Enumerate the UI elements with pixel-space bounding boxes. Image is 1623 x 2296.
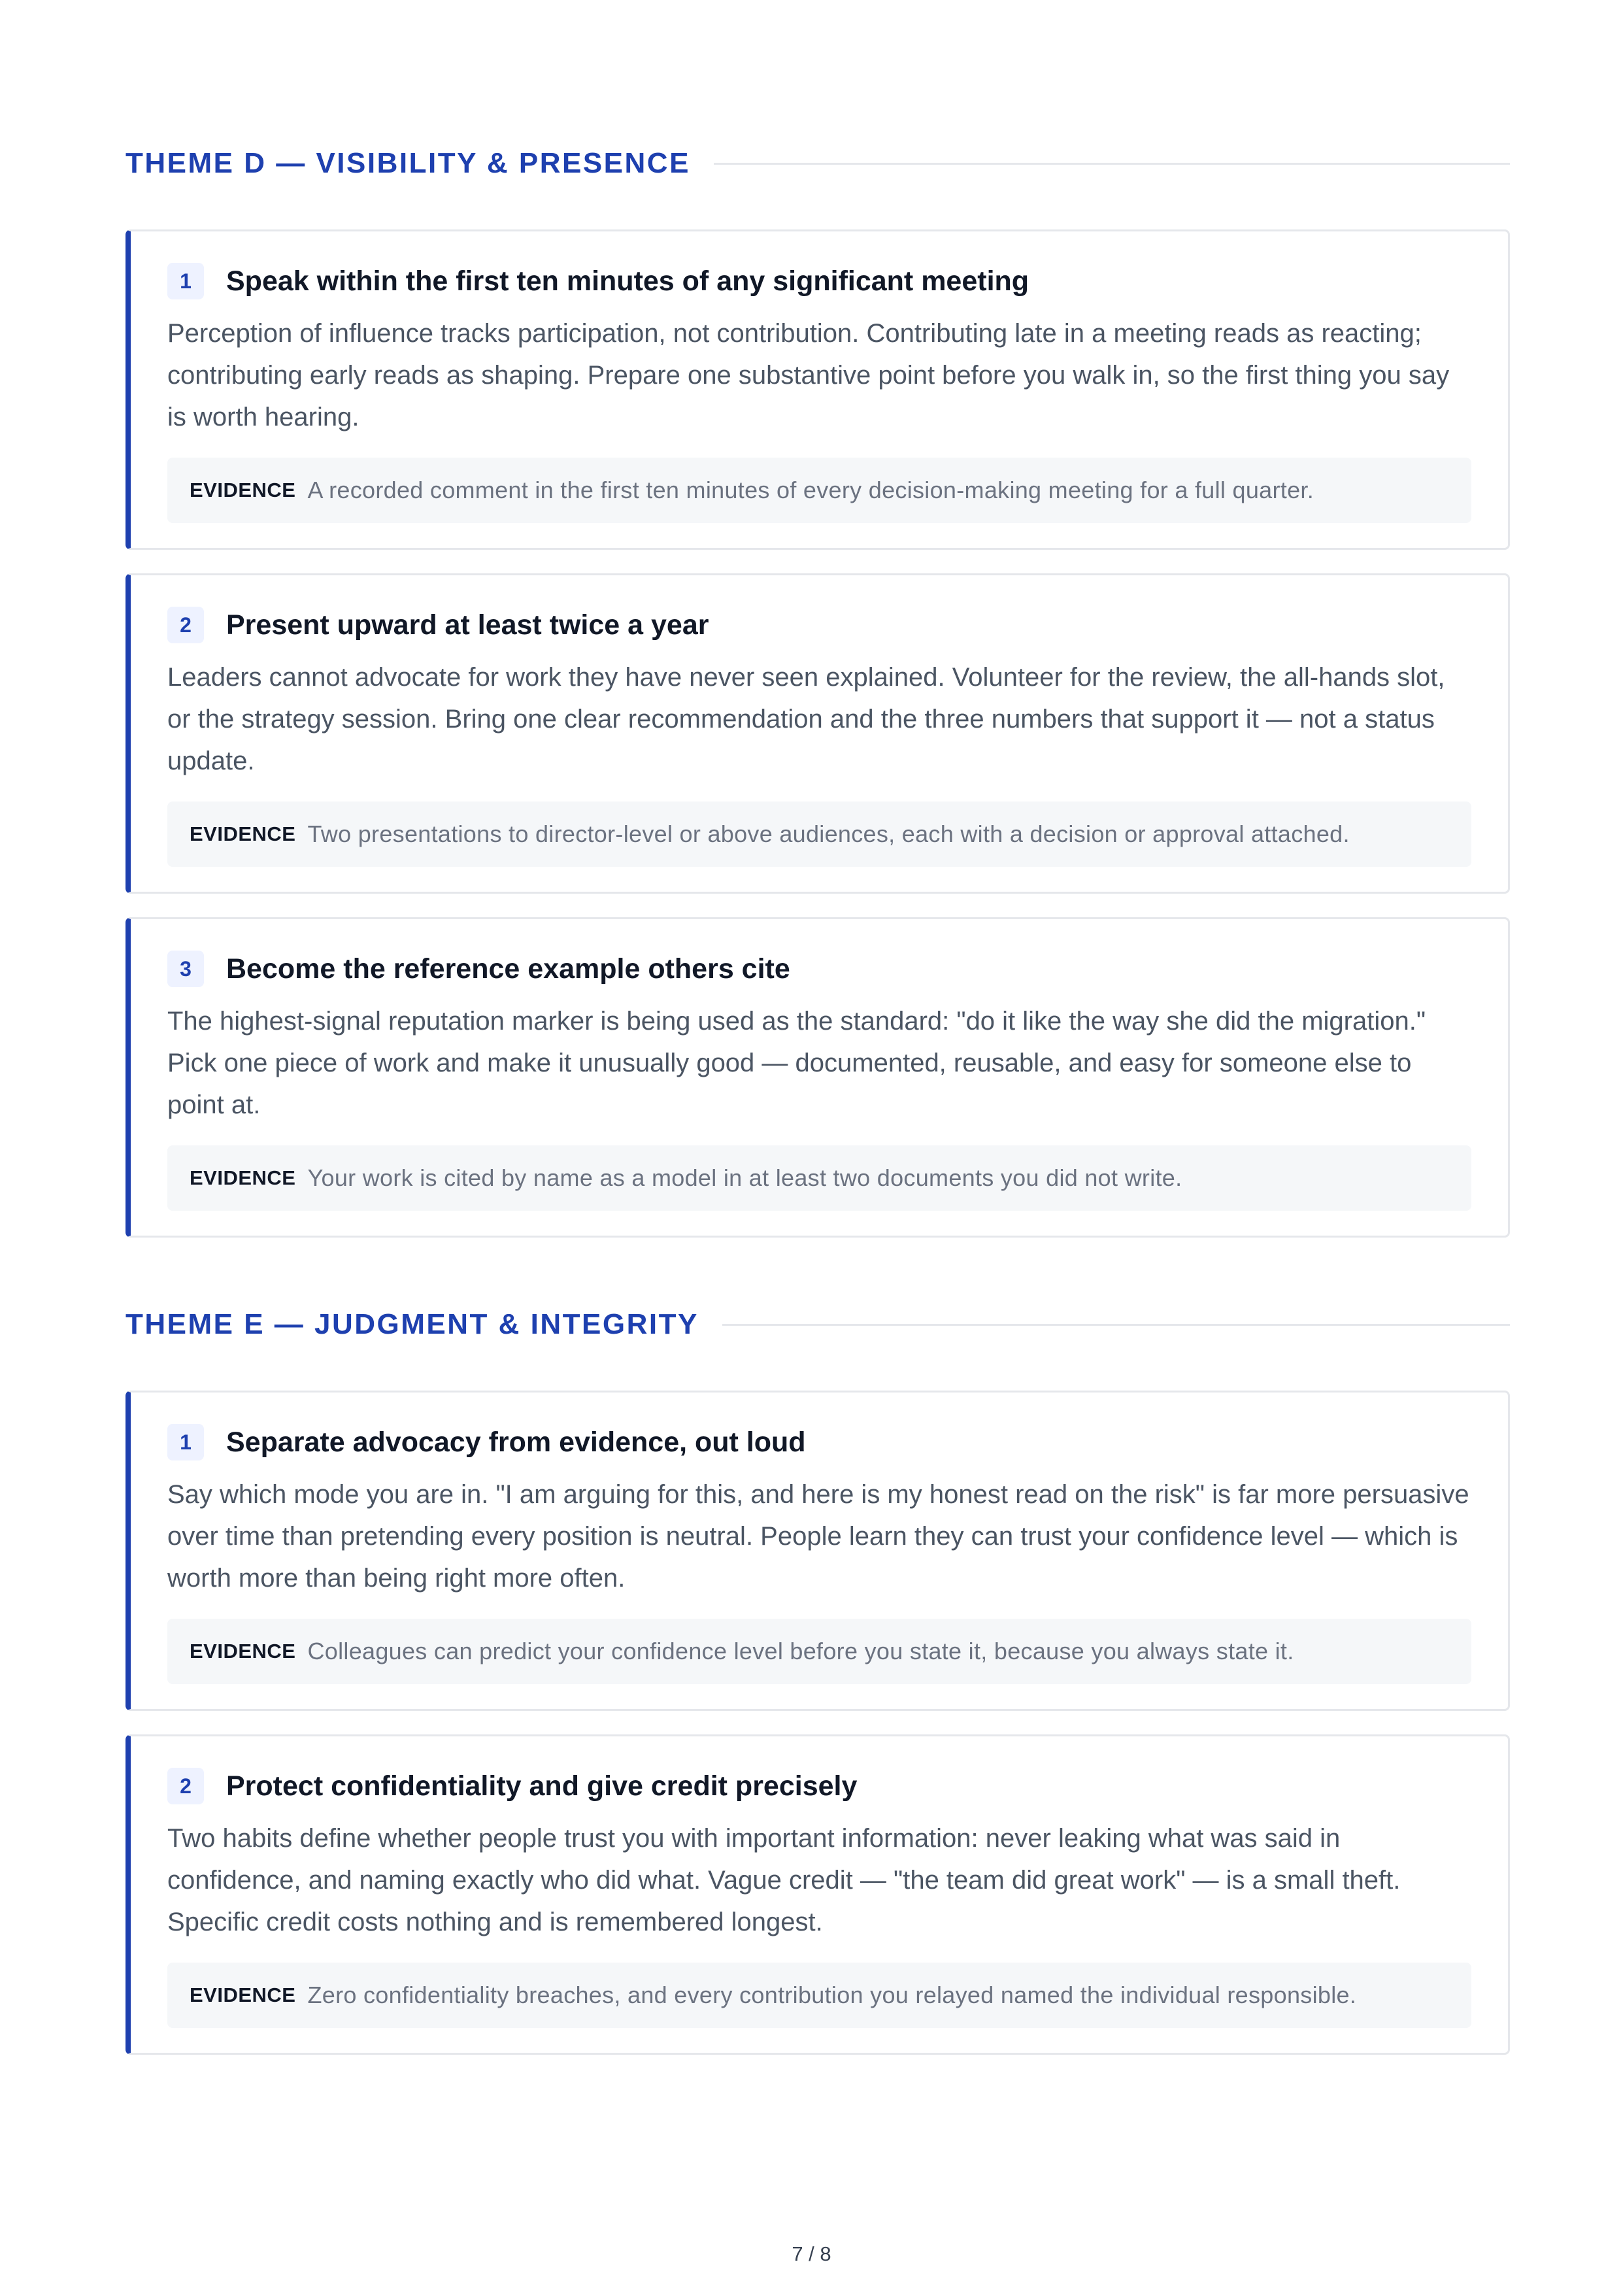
item-number-badge: 2 bbox=[167, 607, 204, 643]
action-card bbox=[125, 1391, 1510, 1711]
card-header bbox=[167, 605, 1471, 645]
card-title: Become the reference example others cite bbox=[226, 953, 790, 985]
evidence-box bbox=[167, 1619, 1471, 1684]
document-page bbox=[125, 134, 1510, 2078]
card-title: Protect confidentiality and give credit precisely bbox=[226, 1770, 858, 1802]
card-header bbox=[167, 262, 1471, 301]
card-header bbox=[167, 1423, 1471, 1462]
evidence-box bbox=[167, 458, 1471, 523]
theme-divider bbox=[714, 163, 1510, 165]
action-card bbox=[125, 229, 1510, 550]
card-body: The highest-signal reputation marker is being used as the standard: "do it like the way she did the migration." Pick one piece of work and make it unusually good — documented, reusable, and easy for someone else to point at. bbox=[167, 1007, 1426, 1119]
evidence-text: Zero confidentiality breaches, and every contribution you relayed named the individual responsible. bbox=[307, 1982, 1357, 2008]
evidence-label: EVIDENCE bbox=[190, 1984, 296, 2006]
evidence-text: A recorded comment in the first ten minutes of every decision-making meeting for a full quarter. bbox=[307, 477, 1314, 503]
card-body: Two habits define whether people trust you with important information: never leaking what was said in confidence, and naming exactly who did what. Vague credit — "the team did great work" — is a small theft. Specific credit costs nothing and is remembered longest. bbox=[167, 1824, 1401, 1936]
evidence-label: EVIDENCE bbox=[190, 1166, 296, 1189]
action-card bbox=[125, 573, 1510, 894]
evidence-label: EVIDENCE bbox=[190, 479, 296, 501]
evidence-box bbox=[167, 1963, 1471, 2028]
theme-title: THEME D — VISIBILITY & PRESENCE bbox=[125, 147, 690, 179]
evidence-label: EVIDENCE bbox=[190, 822, 296, 845]
item-number-badge: 1 bbox=[167, 263, 204, 299]
card-title: Separate advocacy from evidence, out loud bbox=[226, 1426, 806, 1458]
evidence-text: Colleagues can predict your confidence level before you state it, because you always state it. bbox=[307, 1638, 1294, 1664]
evidence-box bbox=[167, 1145, 1471, 1211]
page-number: 7 / 8 bbox=[792, 2242, 831, 2265]
card-header bbox=[167, 1766, 1471, 1806]
theme-e-header bbox=[125, 1295, 1510, 1354]
theme-title: THEME E — JUDGMENT & INTEGRITY bbox=[125, 1308, 699, 1340]
evidence-text: Two presentations to director-level or above audiences, each with a decision or approval attached. bbox=[307, 820, 1350, 847]
section-spacer bbox=[125, 1261, 1510, 1295]
evidence-text: Your work is cited by name as a model in at least two documents you did not write. bbox=[307, 1164, 1182, 1191]
card-body: Say which mode you are in. "I am arguing for this, and here is my honest read on the risk" is far more persuasive over time than pretending every position is neutral. People learn they can trust your confidence level — which is worth more than being right more often. bbox=[167, 1480, 1469, 1593]
evidence-box bbox=[167, 802, 1471, 867]
card-header bbox=[167, 949, 1471, 988]
item-number-badge: 1 bbox=[167, 1424, 204, 1460]
action-card bbox=[125, 1734, 1510, 2055]
theme-d-header bbox=[125, 134, 1510, 193]
item-number-badge: 3 bbox=[167, 951, 204, 987]
card-body: Leaders cannot advocate for work they have never seen explained. Volunteer for the review, the all-hands slot, or the strategy session. Bring one clear recommendation and the three numbers that support it — not a status update. bbox=[167, 663, 1445, 775]
card-body: Perception of influence tracks participation, not contribution. Contributing late in a meeting reads as reacting; contributing early reads as shaping. Prepare one substantive point before you walk in, so the first thing you say is worth hearing. bbox=[167, 319, 1450, 431]
evidence-label: EVIDENCE bbox=[190, 1640, 296, 1663]
card-title: Present upward at least twice a year bbox=[226, 609, 709, 641]
theme-divider bbox=[722, 1324, 1510, 1326]
item-number-badge: 2 bbox=[167, 1768, 204, 1804]
action-card bbox=[125, 917, 1510, 1238]
card-title: Speak within the first ten minutes of any significant meeting bbox=[226, 265, 1029, 297]
